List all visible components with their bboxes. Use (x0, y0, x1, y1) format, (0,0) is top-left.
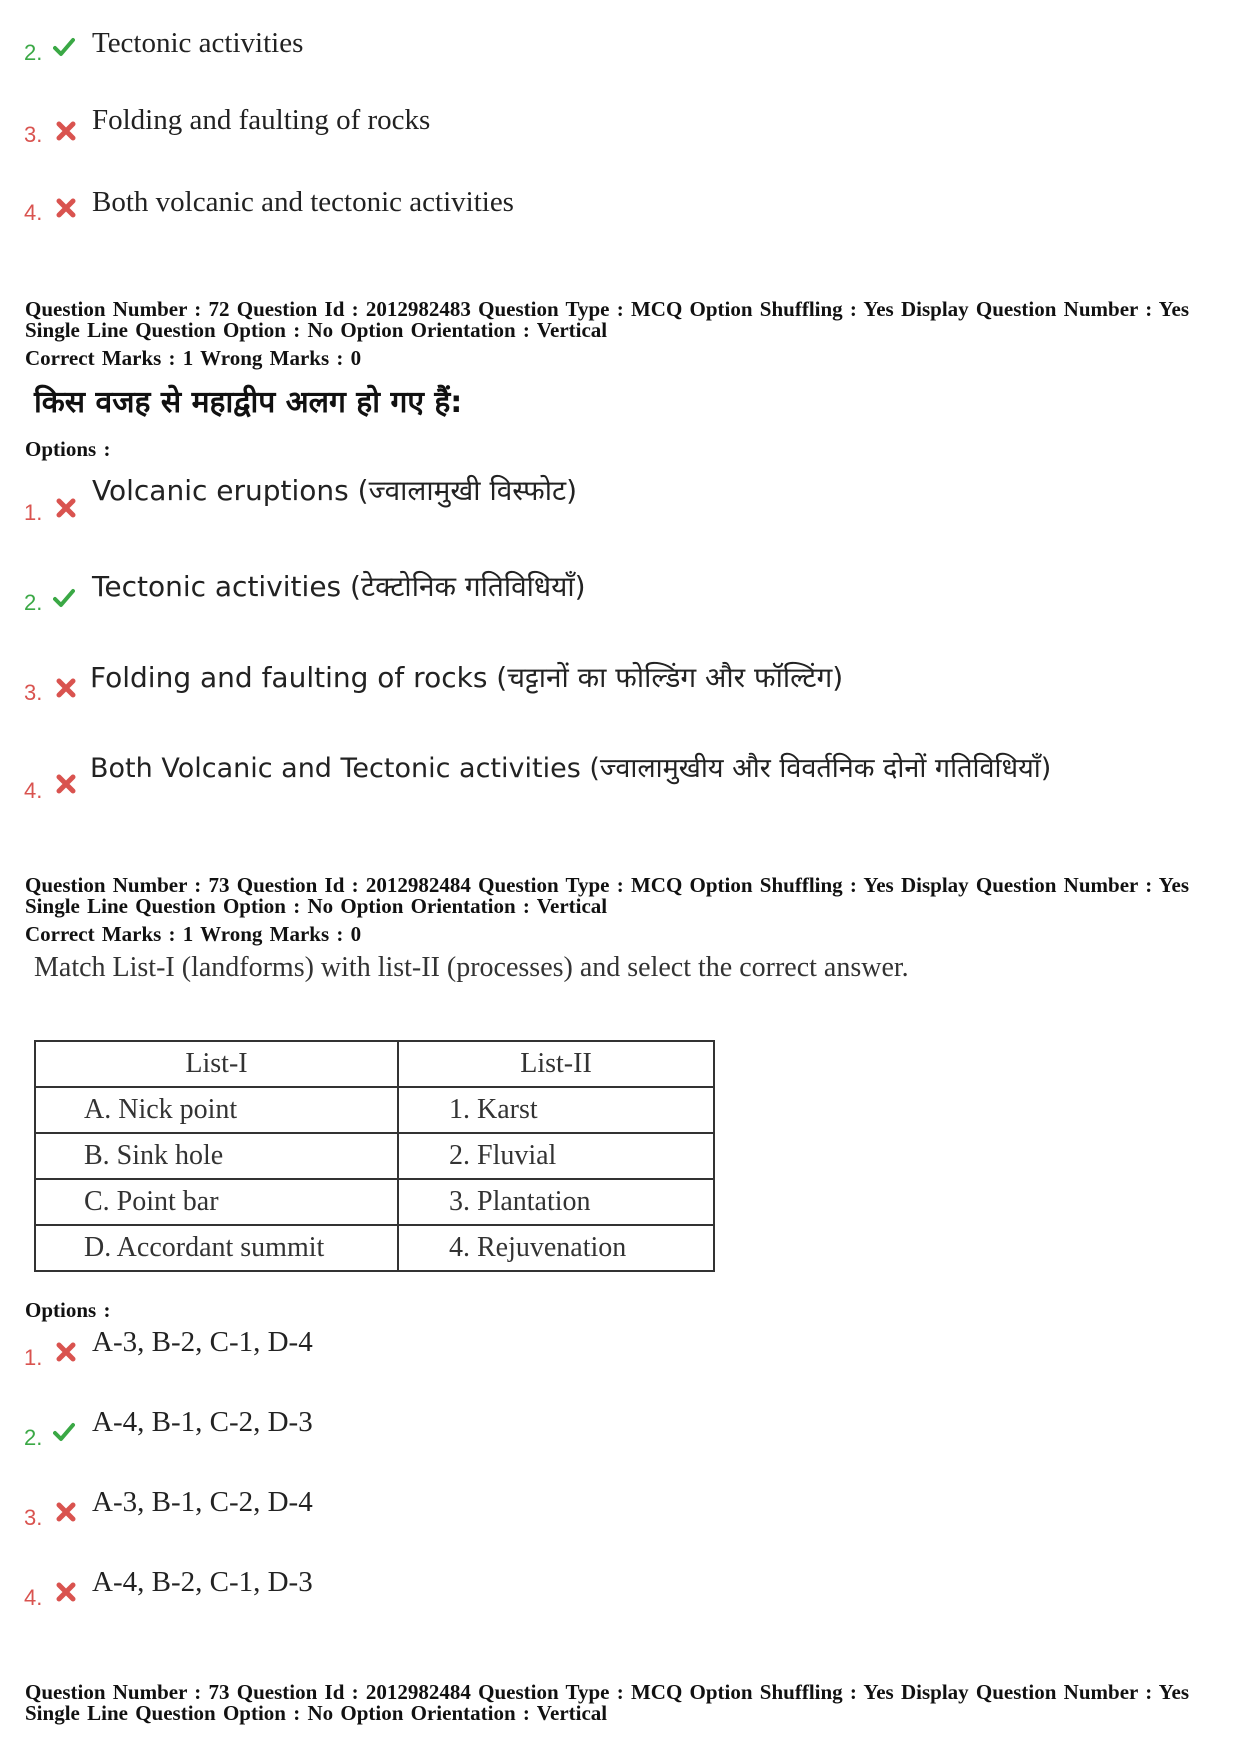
option-number: 2. (24, 1425, 43, 1450)
option-number: 2. (24, 40, 43, 65)
options-label: Options : (25, 1298, 111, 1322)
option-number: 3. (24, 1505, 43, 1530)
table-row (35, 1133, 714, 1179)
option-text: Both Volcanic and Tectonic activities (ज्वालामुखीय और विवर्तनिक दोनों गतिविधियाँ) (90, 753, 1052, 784)
question-text: Match List-I (landforms) with list-II (processes) and select the correct answer. (34, 952, 909, 983)
question-meta-line: Single Line Question Option : No Option Orientation : Vertical (25, 1701, 608, 1725)
option-number: 1. (24, 500, 43, 525)
cross-icon (55, 773, 77, 795)
option-number: 4. (24, 200, 43, 225)
marks-line: Correct Marks : 1 Wrong Marks : 0 (25, 346, 362, 370)
table-cell: C. Point bar (35, 1179, 398, 1225)
cross-icon (55, 497, 77, 519)
question-text: किस वजह से महाद्वीप अलग हो गए हैं: (34, 385, 463, 420)
question-meta-line: Single Line Question Option : No Option Orientation : Vertical (25, 318, 608, 342)
option-text: Volcanic eruptions (ज्वालामुखी विस्फोट) (92, 474, 578, 507)
table-row (35, 1087, 714, 1133)
table-header-row (35, 1041, 714, 1087)
question-meta-line: Single Line Question Option : No Option Orientation : Vertical (25, 894, 608, 918)
options-label: Options : (25, 437, 111, 461)
option-number: 4. (24, 778, 43, 803)
table-cell: A. Nick point (35, 1087, 398, 1133)
table-cell: 1. Karst (398, 1087, 714, 1133)
option-text: Folding and faulting of rocks (चट्टानों का फोल्डिंग और फॉल्टिंग) (90, 661, 844, 694)
table-cell: D. Accordant summit (35, 1225, 398, 1271)
option-text: Both volcanic and tectonic activities (92, 186, 514, 218)
table-row (35, 1179, 714, 1225)
option-number: 1. (24, 1345, 43, 1370)
option-text: Tectonic activities (टेक्टोनिक गतिविधियाँ) (92, 570, 586, 603)
cross-icon (55, 1501, 77, 1523)
cross-icon (55, 677, 77, 699)
cross-icon (55, 197, 77, 219)
option-number: 2. (24, 590, 43, 615)
cross-icon (55, 120, 77, 142)
option-text: A-3, B-2, C-1, D-4 (92, 1326, 313, 1358)
table-cell: 2. Fluvial (398, 1133, 714, 1179)
option-text: Tectonic activities (92, 27, 304, 59)
check-icon (53, 587, 75, 609)
check-icon (53, 1421, 75, 1443)
option-text: A-4, B-1, C-2, D-3 (92, 1406, 313, 1438)
question-meta-line: Question Number : 73 Question Id : 2012982484 Question Type : MCQ Option Shuffling : Yes Display Question Number : Yes (25, 873, 1190, 897)
option-text: A-4, B-2, C-1, D-3 (92, 1566, 313, 1598)
table-header: List-II (398, 1041, 714, 1087)
marks-line: Correct Marks : 1 Wrong Marks : 0 (25, 922, 362, 946)
table-header: List-I (35, 1041, 398, 1087)
question-meta-line: Question Number : 73 Question Id : 2012982484 Question Type : MCQ Option Shuffling : Yes Display Question Number : Yes (25, 1680, 1190, 1704)
option-text: A-3, B-1, C-2, D-4 (92, 1486, 313, 1518)
match-table (34, 1040, 715, 1272)
cross-icon (55, 1581, 77, 1603)
option-number: 4. (24, 1585, 43, 1610)
table-cell: 3. Plantation (398, 1179, 714, 1225)
question-meta-line: Question Number : 72 Question Id : 2012982483 Question Type : MCQ Option Shuffling : Yes Display Question Number : Yes (25, 297, 1190, 321)
table-cell: B. Sink hole (35, 1133, 398, 1179)
check-icon (53, 36, 75, 58)
table-cell: 4. Rejuvenation (398, 1225, 714, 1271)
option-number: 3. (24, 122, 43, 147)
option-number: 3. (24, 680, 43, 705)
table-row (35, 1225, 714, 1271)
cross-icon (55, 1341, 77, 1363)
option-text: Folding and faulting of rocks (92, 104, 431, 136)
